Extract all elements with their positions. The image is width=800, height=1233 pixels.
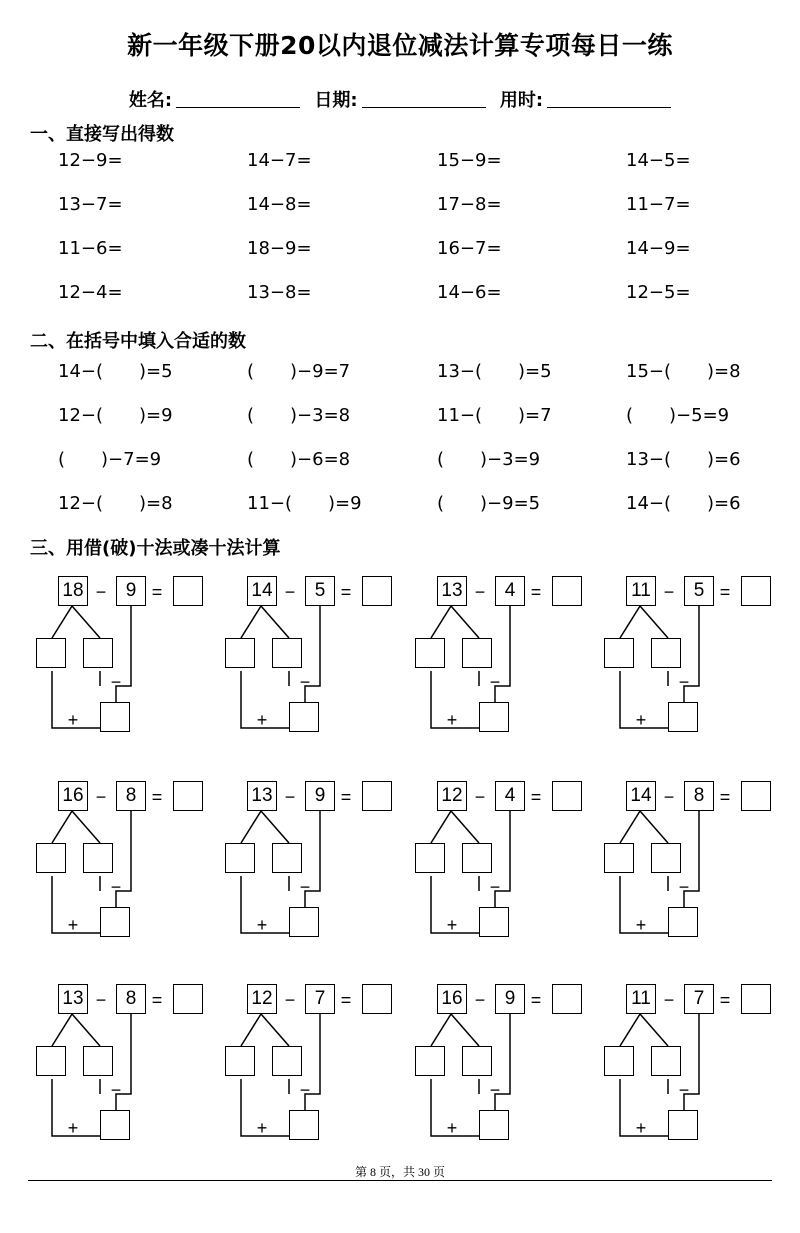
- split-right-box[interactable]: [83, 843, 113, 873]
- minuend-box: 13: [247, 781, 277, 811]
- step-minus-sign: −: [489, 1080, 501, 1100]
- minus-sign: −: [474, 582, 486, 602]
- step-plus-sign: +: [256, 710, 268, 730]
- result-box[interactable]: [289, 1110, 319, 1140]
- equals-sign: =: [719, 787, 731, 807]
- answer-box[interactable]: [741, 984, 771, 1014]
- result-box[interactable]: [100, 702, 130, 732]
- fill-blank-item[interactable]: 15−( )=8: [626, 361, 741, 382]
- equation-item: 14−9=: [626, 238, 691, 259]
- step-minus-sign: −: [299, 672, 311, 692]
- step-plus-sign: +: [256, 1118, 268, 1138]
- split-left-box[interactable]: [415, 843, 445, 873]
- equals-sign: =: [151, 582, 163, 602]
- equation-item: 17−8=: [437, 194, 502, 215]
- subtrahend-box: 7: [684, 984, 714, 1014]
- step-minus-sign: −: [299, 1080, 311, 1100]
- split-right-box[interactable]: [651, 843, 681, 873]
- answer-box[interactable]: [173, 576, 203, 606]
- subtrahend-box: 9: [116, 576, 146, 606]
- fill-blank-item[interactable]: 14−( )=6: [626, 493, 741, 514]
- minus-sign: −: [95, 787, 107, 807]
- subtrahend-box: 7: [305, 984, 335, 1014]
- result-box[interactable]: [289, 907, 319, 937]
- step-minus-sign: −: [489, 672, 501, 692]
- name-blank[interactable]: [176, 106, 300, 108]
- section2-title: 二、在括号中填入合适的数: [30, 331, 246, 352]
- decomposition-tree: [604, 984, 784, 1164]
- split-right-box[interactable]: [272, 843, 302, 873]
- split-left-box[interactable]: [225, 638, 255, 668]
- equation-item: 15−9=: [437, 150, 502, 171]
- time-label: 用时:: [499, 90, 544, 111]
- equals-sign: =: [340, 787, 352, 807]
- step-plus-sign: +: [446, 1118, 458, 1138]
- answer-box[interactable]: [362, 576, 392, 606]
- result-box[interactable]: [668, 702, 698, 732]
- fill-blank-item[interactable]: ( )−7=9: [58, 449, 162, 470]
- equals-sign: =: [719, 990, 731, 1010]
- minuend-box: 12: [437, 781, 467, 811]
- step-plus-sign: +: [635, 710, 647, 730]
- minus-sign: −: [663, 787, 675, 807]
- footer-divider: [28, 1180, 772, 1181]
- time-field[interactable]: [500, 86, 671, 112]
- step-minus-sign: −: [110, 1080, 122, 1100]
- fill-blank-item[interactable]: ( )−3=8: [247, 405, 351, 426]
- equation-item: 18−9=: [247, 238, 312, 259]
- fill-blank-item[interactable]: 12−( )=8: [58, 493, 173, 514]
- decomposition-tree: [36, 781, 216, 961]
- equation-item: 13−7=: [58, 194, 123, 215]
- result-box[interactable]: [479, 907, 509, 937]
- answer-box[interactable]: [552, 781, 582, 811]
- section1-title: 一、直接写出得数: [30, 124, 174, 145]
- minuend-box: 12: [247, 984, 277, 1014]
- result-box[interactable]: [668, 1110, 698, 1140]
- step-plus-sign: +: [67, 1118, 79, 1138]
- subtrahend-box: 9: [495, 984, 525, 1014]
- minuend-box: 11: [626, 576, 656, 606]
- fill-blank-item[interactable]: ( )−3=9: [437, 449, 541, 470]
- fill-blank-item[interactable]: 12−( )=9: [58, 405, 173, 426]
- minus-sign: −: [95, 990, 107, 1010]
- fill-blank-item[interactable]: ( )−5=9: [626, 405, 730, 426]
- subtrahend-box: 8: [116, 781, 146, 811]
- minuend-box: 16: [58, 781, 88, 811]
- equation-item: 14−7=: [247, 150, 312, 171]
- minus-sign: −: [663, 582, 675, 602]
- fill-blank-item[interactable]: 13−( )=5: [437, 361, 552, 382]
- section3-title: 三、用借(破)十法或凑十法计算: [30, 538, 281, 559]
- step-minus-sign: −: [110, 672, 122, 692]
- result-box[interactable]: [479, 702, 509, 732]
- fill-blank-item[interactable]: ( )−6=8: [247, 449, 351, 470]
- subtrahend-box: 4: [495, 781, 525, 811]
- answer-box[interactable]: [741, 576, 771, 606]
- step-plus-sign: +: [635, 915, 647, 935]
- subtrahend-box: 5: [684, 576, 714, 606]
- equals-sign: =: [530, 582, 542, 602]
- step-minus-sign: −: [299, 877, 311, 897]
- split-left-box[interactable]: [604, 843, 634, 873]
- step-plus-sign: +: [635, 1118, 647, 1138]
- equation-item: 14−5=: [626, 150, 691, 171]
- student-info-row: [0, 86, 800, 112]
- result-box[interactable]: [100, 907, 130, 937]
- split-right-box[interactable]: [651, 1046, 681, 1076]
- step-minus-sign: −: [678, 877, 690, 897]
- name-field[interactable]: [129, 86, 300, 112]
- step-plus-sign: +: [446, 915, 458, 935]
- subtrahend-box: 4: [495, 576, 525, 606]
- answer-box[interactable]: [552, 576, 582, 606]
- page-title: 新一年级下册20以内退位减法计算专项每日一练: [127, 31, 673, 60]
- date-blank[interactable]: [362, 106, 486, 108]
- split-right-box[interactable]: [462, 638, 492, 668]
- equals-sign: =: [530, 990, 542, 1010]
- minuend-box: 11: [626, 984, 656, 1014]
- equation-item: 11−6=: [58, 238, 123, 259]
- split-left-box[interactable]: [225, 843, 255, 873]
- minus-sign: −: [663, 990, 675, 1010]
- split-right-box[interactable]: [83, 1046, 113, 1076]
- minuend-box: 18: [58, 576, 88, 606]
- equation-item: 12−4=: [58, 282, 123, 303]
- result-box[interactable]: [479, 1110, 509, 1140]
- minuend-box: 14: [247, 576, 277, 606]
- subtrahend-box: 9: [305, 781, 335, 811]
- answer-box[interactable]: [173, 781, 203, 811]
- minuend-box: 13: [58, 984, 88, 1014]
- answer-box[interactable]: [173, 984, 203, 1014]
- minus-sign: −: [474, 990, 486, 1010]
- step-minus-sign: −: [489, 877, 501, 897]
- decomposition-tree: [36, 576, 216, 756]
- step-minus-sign: −: [110, 877, 122, 897]
- answer-box[interactable]: [362, 781, 392, 811]
- subtrahend-box: 8: [684, 781, 714, 811]
- decomposition-tree: [225, 576, 405, 756]
- result-box[interactable]: [668, 907, 698, 937]
- fill-blank-item[interactable]: 11−( )=9: [247, 493, 362, 514]
- name-label: 姓名:: [128, 90, 173, 111]
- answer-box[interactable]: [552, 984, 582, 1014]
- split-left-box[interactable]: [36, 1046, 66, 1076]
- split-left-box[interactable]: [604, 1046, 634, 1076]
- step-plus-sign: +: [67, 915, 79, 935]
- equation-item: 11−7=: [626, 194, 691, 215]
- split-right-box[interactable]: [651, 638, 681, 668]
- fill-blank-item[interactable]: ( )−9=5: [437, 493, 541, 514]
- step-plus-sign: +: [67, 710, 79, 730]
- answer-box[interactable]: [741, 781, 771, 811]
- minus-sign: −: [284, 582, 296, 602]
- step-plus-sign: +: [256, 915, 268, 935]
- fill-blank-item[interactable]: ( )−9=7: [247, 361, 351, 382]
- fill-blank-item[interactable]: 11−( )=7: [437, 405, 552, 426]
- step-minus-sign: −: [678, 672, 690, 692]
- decomposition-tree: [36, 984, 216, 1164]
- equation-item: 14−8=: [247, 194, 312, 215]
- equation-item: 12−9=: [58, 150, 123, 171]
- split-left-box[interactable]: [36, 843, 66, 873]
- split-left-box[interactable]: [604, 638, 634, 668]
- minuend-box: 14: [626, 781, 656, 811]
- minuend-box: 16: [437, 984, 467, 1014]
- minus-sign: −: [284, 787, 296, 807]
- split-right-box[interactable]: [83, 638, 113, 668]
- split-right-box[interactable]: [272, 1046, 302, 1076]
- decomposition-tree: [225, 781, 405, 961]
- equals-sign: =: [340, 990, 352, 1010]
- minuend-box: 13: [437, 576, 467, 606]
- minus-sign: −: [474, 787, 486, 807]
- result-box[interactable]: [100, 1110, 130, 1140]
- equation-item: 16−7=: [437, 238, 502, 259]
- split-left-box[interactable]: [36, 638, 66, 668]
- equation-item: 12−5=: [626, 282, 691, 303]
- step-minus-sign: −: [678, 1080, 690, 1100]
- split-right-box[interactable]: [462, 843, 492, 873]
- split-left-box[interactable]: [415, 1046, 445, 1076]
- date-field[interactable]: [314, 86, 485, 112]
- equation-item: 13−8=: [247, 282, 312, 303]
- decomposition-tree: [604, 576, 784, 756]
- minus-sign: −: [284, 990, 296, 1010]
- page-footer: 第 8 页，共 30 页: [354, 1165, 445, 1179]
- decomposition-tree: [415, 781, 595, 961]
- decomposition-tree: [415, 984, 595, 1164]
- result-box[interactable]: [289, 702, 319, 732]
- fill-blank-item[interactable]: 14−( )=5: [58, 361, 173, 382]
- split-left-box[interactable]: [225, 1046, 255, 1076]
- answer-box[interactable]: [362, 984, 392, 1014]
- minus-sign: −: [95, 582, 107, 602]
- equals-sign: =: [340, 582, 352, 602]
- equals-sign: =: [151, 787, 163, 807]
- date-label: 日期:: [314, 90, 358, 111]
- decomposition-tree: [225, 984, 405, 1164]
- split-left-box[interactable]: [415, 638, 445, 668]
- equals-sign: =: [530, 787, 542, 807]
- step-plus-sign: +: [446, 710, 458, 730]
- decomposition-tree: [415, 576, 595, 756]
- split-right-box[interactable]: [272, 638, 302, 668]
- split-right-box[interactable]: [462, 1046, 492, 1076]
- decomposition-tree: [604, 781, 784, 961]
- equation-item: 14−6=: [437, 282, 502, 303]
- equals-sign: =: [719, 582, 731, 602]
- time-blank[interactable]: [547, 106, 671, 108]
- subtrahend-box: 5: [305, 576, 335, 606]
- fill-blank-item[interactable]: 13−( )=6: [626, 449, 741, 470]
- subtrahend-box: 8: [116, 984, 146, 1014]
- equals-sign: =: [151, 990, 163, 1010]
